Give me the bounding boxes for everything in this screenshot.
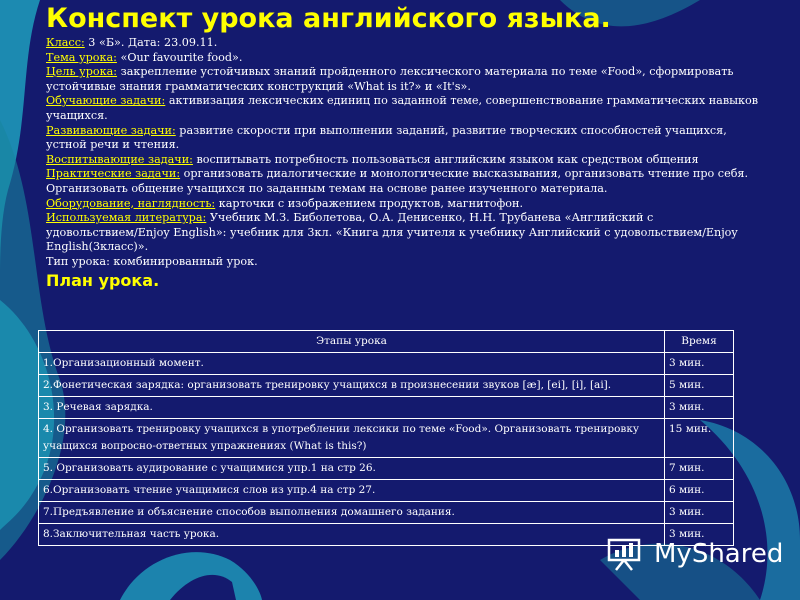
detail-developing-tasks: Развивающие задачи: развитие скорости при выполнении заданий, развитие творческих способностей учащихся, устной речи и чтения. [46,123,727,152]
page-title: Конспект урока английского языка. [46,3,611,34]
column-header-stages: Этапы урока [39,331,665,353]
presentation-icon [606,536,646,572]
time-cell: 3 мин. [665,397,734,419]
stage-cell: 2.Фонетическая зарядка: организовать тренировку учащихся в произнесении звуков [æ], [ei], [i], [ai]. [39,375,665,397]
time-cell: 15 мин. [665,419,734,458]
lesson-details [46,36,762,270]
detail-class: Класс: 3 «Б». Дата: 23.09.11. [46,36,218,49]
table-row [39,458,734,480]
time-cell: 3 мин. [665,502,734,524]
lesson-plan-table [38,330,734,546]
table-header-row [39,331,734,353]
time-cell: 3 мин. [665,524,734,546]
stage-cell: 3. Речевая зарядка. [39,397,665,419]
stage-cell: 4. Организовать тренировку учащихся в употреблении лексики по теме «Food». Организовать тренировку учащихся вопросно-ответных упражнениях (What is this?) [39,419,665,458]
stage-cell: 1.Организационный момент. [39,353,665,375]
table-row [39,397,734,419]
table-row [39,419,734,458]
table-row [39,375,734,397]
stage-cell: 6.Организовать чтение учащимися слов из упр.4 на стр 27. [39,480,665,502]
table-row [39,353,734,375]
plan-heading: План урока. [46,270,160,290]
time-cell: 5 мин. [665,375,734,397]
table-row [39,480,734,502]
column-header-time: Время [665,331,734,353]
detail-practical-tasks: Практические задачи: организовать диалогические и монологические высказывания, организовать чтение про себя. Организовать общение учащихся по заданным темам на основе ранее изученного материала. [46,167,749,195]
detail-literature: Используемая литература: Учебник М.З. Биболетова, О.А. Денисенко, Н.Н. Трубанева «Английский с удовольствием/Enjoy English»: учебник для 3кл. «Книга для учителя к учебнику Английский с удовольствием/Enjoy English(3класс)». [46,211,738,254]
detail-learning-tasks: Обучающие задачи: активизация лексических единиц по заданной теме, совершенствование грамматических навыков учащихся. [46,94,759,122]
detail-lesson-type: Тип урока: комбинированный урок. [46,254,258,268]
detail-equipment: Оборудование, наглядность: карточки с изображением продуктов, магнитофон. [46,196,524,210]
time-cell: 6 мин. [665,480,734,502]
time-cell: 3 мин. [665,353,734,375]
table-row [39,502,734,524]
time-cell: 7 мин. [665,458,734,480]
stage-cell: 5. Организовать аудирование с учащимися упр.1 на стр 26. [39,458,665,480]
lesson-header [46,0,762,291]
detail-goal: Цель урока: закрепление устойчивых знаний пройденного лексического материала по теме «Food», сформировать устойчивые знания грамматических конструкций «What is it?» и «It's». [46,65,734,93]
watermark-logo [606,536,783,572]
detail-educational-tasks: Воспитывающие задачи: воспитывать потребность пользоваться английским языком как средством общения [46,152,699,166]
watermark-text: MyShared [654,539,784,569]
stage-cell: 8.Заключительная часть урока. [39,524,665,546]
detail-topic: Тема урока: «Our favourite food». [46,50,243,64]
stage-cell: 7.Предъявление и объяснение способов выполнения домашнего задания. [39,502,665,524]
